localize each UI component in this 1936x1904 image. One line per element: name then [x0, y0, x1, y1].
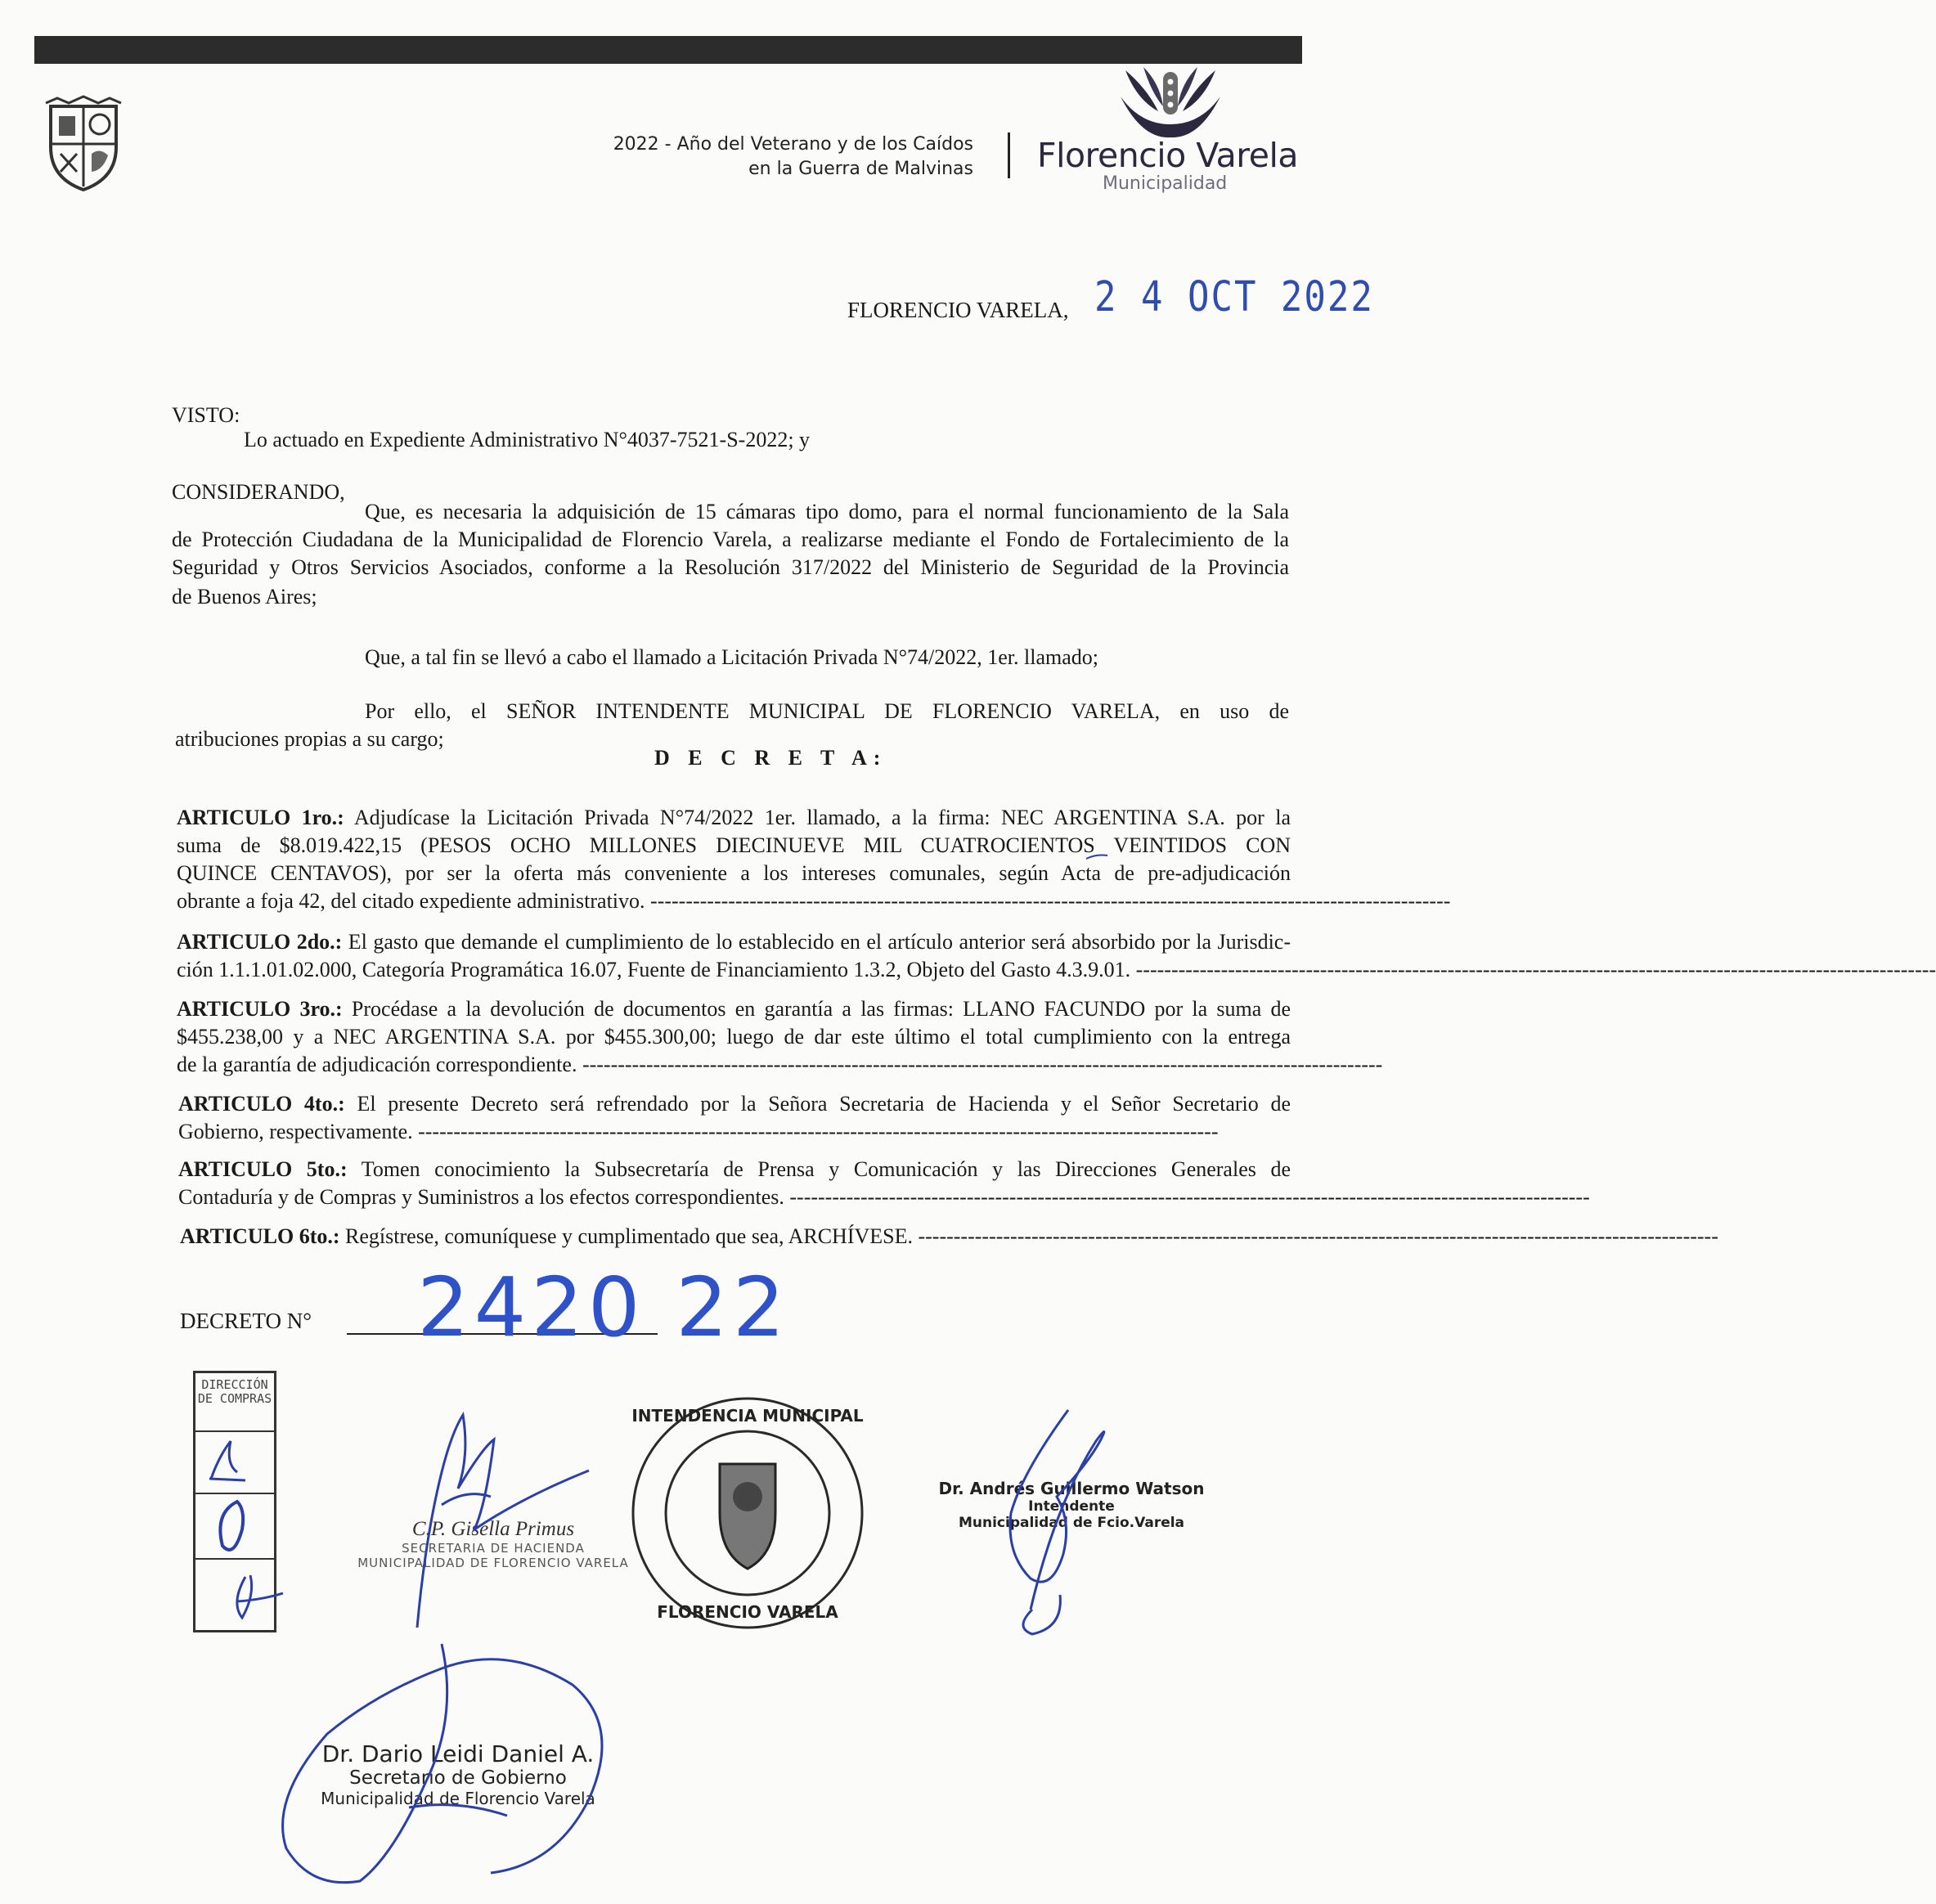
- article-2-line2: [177, 955, 1936, 985]
- hacienda-name: C.P. Gisella Primus: [411, 1518, 575, 1540]
- article-3-line1: [177, 995, 1291, 1024]
- dash-filler: -----------------------------------------------------------------------------------------------------------------: [1135, 958, 1936, 981]
- brand-subtitle: Municipalidad: [1103, 173, 1228, 194]
- place-label: FLORENCIO VARELA,: [847, 298, 1069, 322]
- dash-filler: -----------------------------------------------------------------------------------------------------------------: [582, 1053, 1383, 1076]
- intendencia-seal-icon: [631, 1399, 864, 1628]
- stamp-cell-divider: [195, 1430, 274, 1432]
- article-5-text1: Tomen conocimiento la Subsecretaría de Prensa y Comunicación y las Direcciones Generales de: [361, 1157, 1291, 1181]
- article-3-line2: $455.238,00 y a NEC ARGENTINA S.A. por $455.300,00; luego de dar este último el total cumplimiento con la entrega: [177, 1025, 1291, 1049]
- municipal-crest-icon: [43, 97, 124, 193]
- considerando-p1-line4: de Buenos Aires;: [172, 585, 317, 608]
- signature-hacienda: [342, 1518, 645, 1570]
- intendente-role2: Municipalidad de Fcio.Varela: [958, 1515, 1185, 1531]
- decreto-number: 2420 22: [417, 1260, 790, 1355]
- decreta-heading: D E C R E T A:: [654, 746, 887, 770]
- considerando-p3-line2: atribuciones propias a su cargo;: [175, 727, 444, 751]
- article-2-text2: ción 1.1.1.01.02.000, Categoría Programática 16.07, Fuente de Financiamiento 1.3.2, Objeto del Gasto 4.3.9.01.: [177, 958, 1131, 981]
- scan-top-band: [34, 36, 1302, 64]
- article-6-line1: [180, 1222, 1718, 1251]
- article-5-line2: [178, 1183, 1590, 1212]
- hacienda-role1: SECRETARIA DE HACIENDA: [402, 1541, 585, 1556]
- article-3-title: ARTICULO 3ro.:: [177, 997, 343, 1021]
- article-5-line1: [178, 1155, 1291, 1184]
- article-5-title: ARTICULO 5to.:: [178, 1157, 348, 1181]
- article-4-text1: El presente Decreto será refrendado por la Señora Secretaria de Hacienda y el Señor Secretario de: [357, 1092, 1291, 1116]
- stamp-cell-divider: [195, 1493, 274, 1494]
- florencio-varela-logo-icon: [1109, 64, 1232, 139]
- article-1-line2: suma de $8.019.422,15 (PESOS OCHO MILLONES DIECINUEVE MIL CUATROCIENTOS VEINTIDOS CON: [177, 833, 1291, 857]
- visto-heading: VISTO:: [172, 403, 240, 427]
- compras-stamp-box: [193, 1371, 276, 1632]
- article-1-line4: [177, 887, 1451, 916]
- hacienda-role2: MUNICIPALIDAD DE FLORENCIO VARELA: [357, 1556, 629, 1570]
- seal-top-text: INTENDENCIA MUNICIPAL: [631, 1406, 864, 1426]
- intendente-role1: Intendente: [1028, 1498, 1115, 1515]
- dash-filler: -----------------------------------------------------------------------------------------------------------------: [650, 889, 1451, 913]
- date-stamp: 2 4 OCT 2022: [1094, 273, 1374, 321]
- article-1-text4: obrante a foja 42, del citado expediente administrativo.: [177, 889, 645, 913]
- article-1-line3: QUINCE CENTAVOS), por ser la oferta más conveniente a los intereses comunales, según Acta de pre-adjudicación: [177, 861, 1291, 885]
- header-motto: [507, 132, 973, 182]
- header-motto-line1: 2022 - Año del Veterano y de los Caídos: [613, 134, 973, 155]
- visto-text: Lo actuado en Expediente Administrativo N°4037-7521-S-2022; y: [244, 428, 811, 451]
- gobierno-name: Dr. Dario Leidi Daniel A.: [321, 1740, 595, 1767]
- article-4-text2: Gobierno, respectivamente.: [178, 1120, 413, 1143]
- header-divider: [1008, 132, 1010, 178]
- article-1-title: ARTICULO 1ro.:: [177, 806, 344, 829]
- dash-filler: -----------------------------------------------------------------------------------------------------------------: [418, 1120, 1219, 1143]
- considerando-p3-line1: Por ello, el SEÑOR INTENDENTE MUNICIPAL DE FLORENCIO VARELA, en uso de: [365, 699, 1289, 723]
- gobierno-role1: Secretario de Gobierno: [349, 1767, 567, 1789]
- article-4-line2: [178, 1117, 1291, 1147]
- considerando-p1-line2: de Protección Ciudadana de la Municipalidad de Florencio Varela, a realizarse mediante el Fondo de Fortalecimiento de la: [172, 528, 1289, 551]
- considerando-p1-line3: Seguridad y Otros Servicios Asociados, conforme a la Resolución 317/2022 del Ministerio de Seguridad de la Provincia: [172, 555, 1289, 579]
- article-2-line1: [177, 927, 1291, 957]
- considerando-p2: Que, a tal fin se llevó a cabo el llamado a Licitación Privada N°74/2022, 1er. llamado;: [365, 645, 1098, 669]
- article-6-title: ARTICULO 6to.:: [180, 1224, 340, 1248]
- stamp-cell-divider: [195, 1558, 274, 1560]
- article-6-text1: Regístrese, comuníquese y cumplimentado que sea, ARCHÍVESE.: [345, 1224, 913, 1248]
- dash-filler: -----------------------------------------------------------------------------------------------------------------: [918, 1224, 1718, 1248]
- header-motto-line2: en la Guerra de Malvinas: [748, 159, 973, 179]
- article-4-line1: [178, 1089, 1291, 1119]
- article-2-text1: El gasto que demande el cumplimiento de lo establecido en el artículo anterior será absorbido por la Jurisdic-: [348, 930, 1291, 954]
- article-3-text1: Procédase a la devolución de documentos en garantía a las firmas: LLANO FACUNDO por la suma de: [351, 997, 1291, 1021]
- seal-bottom-text: FLORENCIO VARELA: [657, 1602, 838, 1622]
- brand-name: Florencio Varela: [1037, 136, 1298, 175]
- article-4-title: ARTICULO 4to.:: [178, 1092, 345, 1116]
- considerando-heading: CONSIDERANDO,: [172, 480, 345, 504]
- decreto-label: DECRETO N°: [180, 1309, 312, 1333]
- article-1-line1: [177, 803, 1291, 833]
- dash-filler: -----------------------------------------------------------------------------------------------------------------: [789, 1185, 1590, 1209]
- considerando-p1-line1: Que, es necesaria la adquisición de 15 cámaras tipo domo, para el normal funcionamiento de la Sala: [365, 500, 1289, 523]
- signature-gobierno: [311, 1740, 605, 1808]
- intendente-name: Dr. Andrés Guillermo Watson: [938, 1479, 1205, 1498]
- gobierno-role2: Municipalidad de Florencio Varela: [321, 1789, 595, 1808]
- compras-stamp-title: DIRECCIÓN DE COMPRAS: [197, 1377, 272, 1406]
- article-3-text3: de la garantía de adjudicación correspondiente.: [177, 1053, 577, 1076]
- article-5-text2: Contaduría y de Compras y Suministros a los efectos correspondientes.: [178, 1185, 784, 1209]
- article-3-line3: [177, 1050, 1383, 1080]
- signature-intendente: [932, 1479, 1211, 1531]
- article-2-title: ARTICULO 2do.:: [177, 930, 343, 954]
- article-1-text1: Adjudícase la Licitación Privada N°74/2022 1er. llamado, a la firma: NEC ARGENTINA S.A. por la: [353, 806, 1291, 829]
